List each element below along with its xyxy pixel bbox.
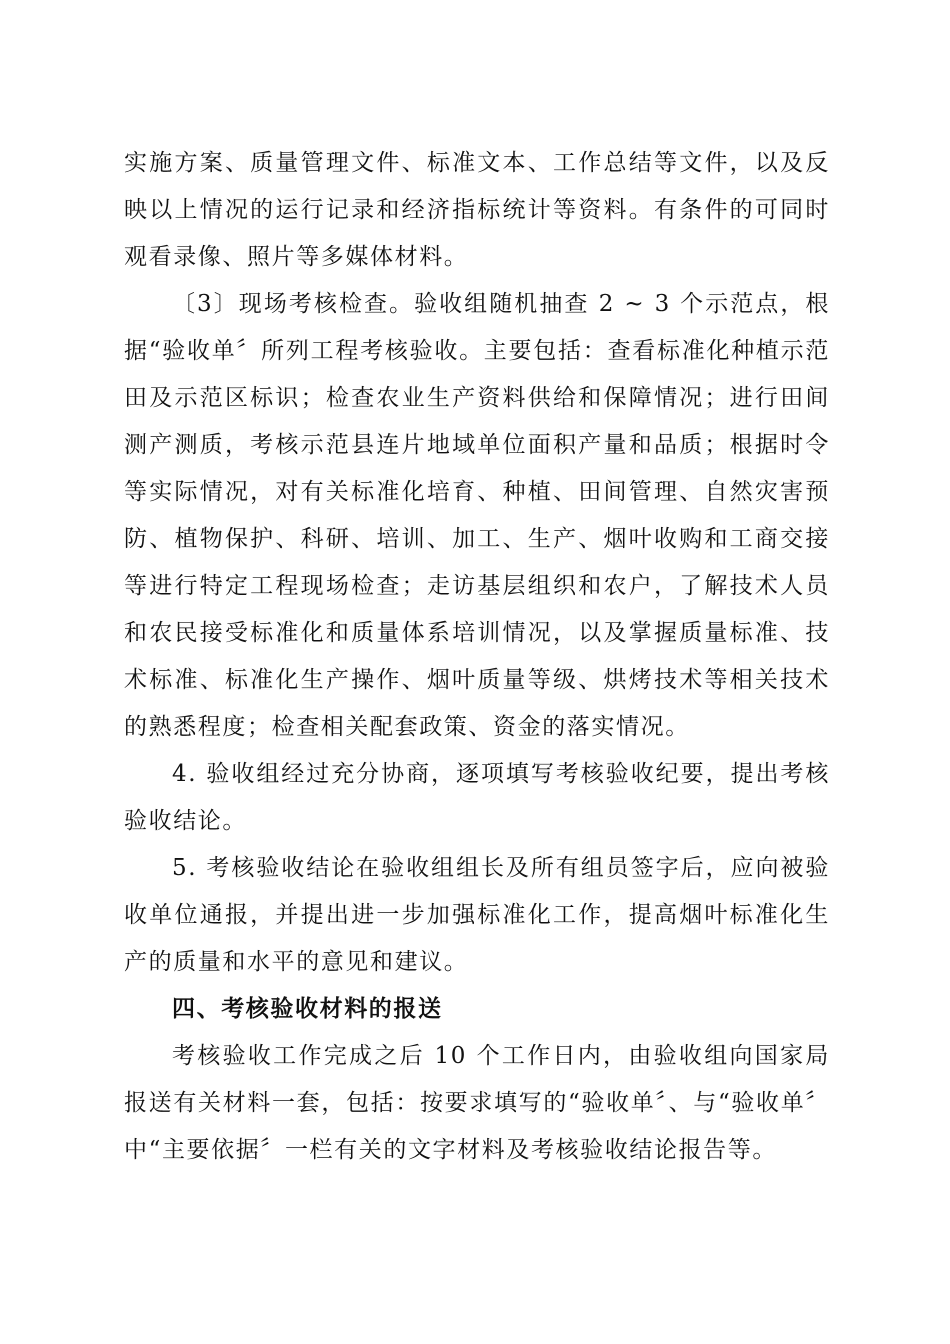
document-body xyxy=(124,140,830,1174)
paragraph-materials-list: 实施方案、质量管理文件、标准文本、工作总结等文件，以及反映以上情况的运行记录和经济指标统计等资料。有条件的可同时观看录像、照片等多媒体材料。 xyxy=(124,150,830,270)
paragraph-onsite-inspection: 〔3〕现场考核检查。验收组随机抽查 2 ~ 3 个示范点，根据“验收单〞所列工程考核验收。主要包括：查看标准化种植示范田及示范区标识；检查农业生产资料供给和保障情况；进行田间测产测质，考核示范县连片地域单位面积产量和品质；根据时令等实际情况，对有关标准化培育、种植、田间管理、自然灾害预防、植物保护、科研、培训、加工、生产、烟叶收购和工商交接等进行特定工程现场检查；走访基层组织和农户，了解技术人员和农民接受标准化和质量体系培训情况，以及掌握质量标准、技术标准、标准化生产操作、烟叶质量等级、烘烤技术等相关技术的熟悉程度；检查相关配套政策、资金的落实情况。 xyxy=(124,291,830,740)
section-heading-4: 四、考核验收材料的报送 xyxy=(172,996,443,1022)
paragraph-step-5: 5. 考核验收结论在验收组组长及所有组员签字后，应向被验收单位通报，并提出进一步加强标准化工作，提高烟叶标准化生产的质量和水平的意见和建议。 xyxy=(124,855,830,975)
paragraph-submission: 考核验收工作完成之后 10 个工作日内，由验收组向国家局报送有关材料一套，包括：按要求填写的“验收单〞、与“验收单〞中“主要依据〞一栏有关的文字材料及考核验收结论报告等。 xyxy=(124,1043,830,1163)
paragraph-step-4: 4. 验收组经过充分协商，逐项填写考核验收纪要，提出考核验收结论。 xyxy=(124,761,830,834)
